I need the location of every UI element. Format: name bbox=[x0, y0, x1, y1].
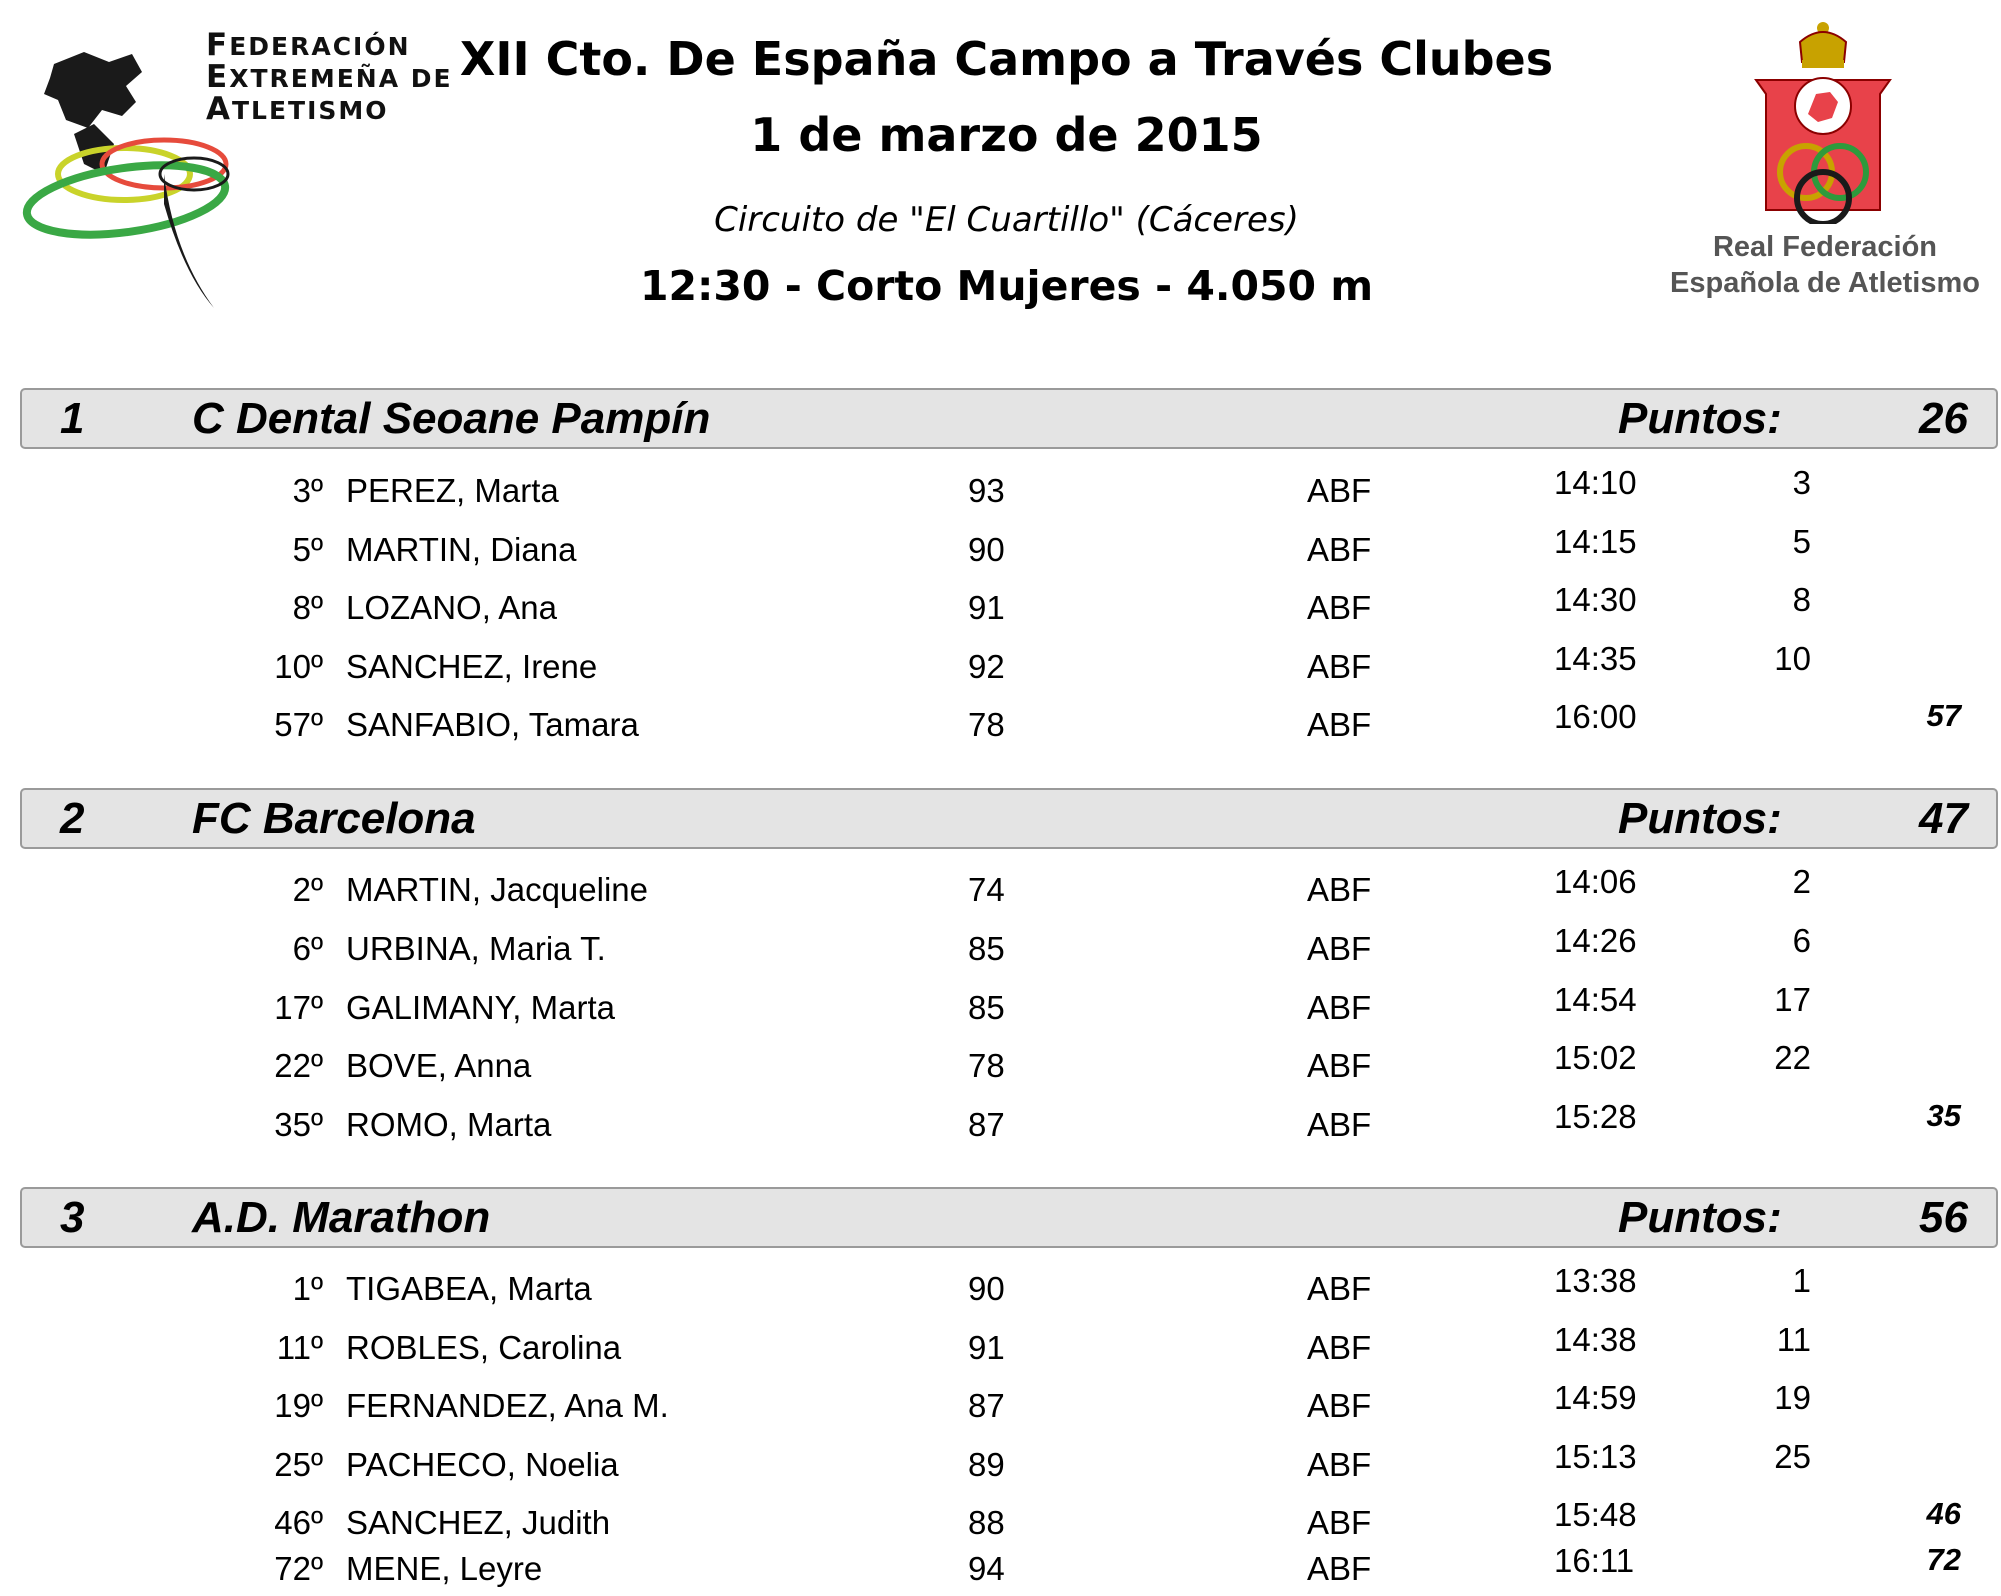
athlete-name: SANCHEZ, Irene bbox=[346, 648, 598, 685]
athlete-row bbox=[0, 521, 2001, 577]
athlete-extra-points: 46 bbox=[1926, 1496, 1961, 1531]
rfea-wordmark bbox=[1660, 229, 1990, 301]
event-date: 1 de marzo de 2015 bbox=[750, 108, 1263, 162]
fex-line2-cap: E bbox=[206, 59, 230, 95]
athlete-place: 6º bbox=[292, 930, 323, 967]
athlete-category: ABF bbox=[1307, 871, 1372, 908]
athlete-year: 94 bbox=[968, 1550, 1005, 1587]
athlete-category: ABF bbox=[1307, 1387, 1372, 1424]
athlete-points: 1 bbox=[1792, 1262, 1811, 1299]
athlete-year: 85 bbox=[968, 930, 1005, 967]
fex-line2: XTREMEÑA DE bbox=[229, 64, 453, 93]
fex-line1-cap: F bbox=[206, 27, 230, 63]
athlete-row bbox=[0, 579, 2001, 635]
athlete-points: 2 bbox=[1792, 863, 1811, 900]
athlete-place: 1º bbox=[292, 1270, 323, 1307]
athlete-category: ABF bbox=[1307, 989, 1372, 1026]
athlete-points: 17 bbox=[1774, 981, 1811, 1018]
athlete-points: 22 bbox=[1774, 1039, 1811, 1076]
athlete-name: SANFABIO, Tamara bbox=[346, 706, 639, 743]
fex-line3-cap: A bbox=[206, 91, 232, 127]
athlete-year: 90 bbox=[968, 531, 1005, 568]
athlete-year: 74 bbox=[968, 871, 1005, 908]
athlete-place: 22º bbox=[274, 1047, 323, 1084]
team-header bbox=[20, 388, 1998, 449]
athlete-time: 16:11 bbox=[1554, 1542, 1635, 1579]
athlete-place: 11º bbox=[276, 1329, 323, 1366]
athlete-row bbox=[0, 1260, 2001, 1316]
athlete-time: 15:13 bbox=[1554, 1438, 1637, 1475]
athlete-time: 14:35 bbox=[1554, 640, 1637, 677]
athlete-year: 90 bbox=[968, 1270, 1005, 1307]
athlete-name: FERNANDEZ, Ana M. bbox=[346, 1387, 669, 1424]
athlete-row bbox=[0, 462, 2001, 518]
athlete-year: 91 bbox=[968, 1329, 1005, 1366]
team-points: 26 bbox=[1919, 394, 1968, 443]
athlete-category: ABF bbox=[1307, 930, 1372, 967]
athlete-points: 6 bbox=[1792, 922, 1811, 959]
athlete-points: 10 bbox=[1774, 640, 1811, 677]
athlete-row bbox=[0, 1096, 2001, 1152]
athlete-name: MARTIN, Jacqueline bbox=[346, 871, 649, 908]
athlete-row bbox=[0, 638, 2001, 694]
athlete-year: 87 bbox=[968, 1106, 1005, 1143]
athlete-place: 35º bbox=[274, 1106, 323, 1143]
fex-line3: TLETISMO bbox=[232, 96, 389, 125]
athlete-name: URBINA, Maria T. bbox=[346, 930, 606, 967]
athlete-time: 16:00 bbox=[1554, 698, 1637, 735]
athlete-row bbox=[0, 1377, 2001, 1433]
athlete-year: 78 bbox=[968, 706, 1005, 743]
athlete-time: 14:10 bbox=[1554, 464, 1637, 501]
athlete-time: 13:38 bbox=[1554, 1262, 1637, 1299]
team-points: 56 bbox=[1919, 1193, 1968, 1242]
athlete-year: 93 bbox=[968, 472, 1005, 509]
athlete-name: ROBLES, Carolina bbox=[346, 1329, 622, 1366]
athlete-time: 14:30 bbox=[1554, 581, 1637, 618]
athlete-row bbox=[0, 920, 2001, 976]
athlete-points: 19 bbox=[1774, 1379, 1811, 1416]
team-points: 47 bbox=[1919, 794, 1968, 843]
page-title: XII Cto. De España Campo a Través Clubes bbox=[459, 32, 1554, 86]
athlete-category: ABF bbox=[1307, 472, 1372, 509]
athlete-time: 14:59 bbox=[1554, 1379, 1637, 1416]
athlete-place: 46º bbox=[274, 1504, 323, 1541]
race-heading: 12:30 - Corto Mujeres - 4.050 m bbox=[639, 262, 1374, 310]
athlete-name: GALIMANY, Marta bbox=[346, 989, 615, 1026]
athlete-points: 3 bbox=[1792, 464, 1811, 501]
team-position: 3 bbox=[60, 1193, 85, 1242]
athlete-name: SANCHEZ, Judith bbox=[346, 1504, 611, 1541]
athlete-name: MARTIN, Diana bbox=[346, 531, 577, 568]
athlete-year: 91 bbox=[968, 589, 1005, 626]
athlete-category: ABF bbox=[1307, 589, 1372, 626]
team-header bbox=[20, 788, 1998, 849]
athlete-name: TIGABEA, Marta bbox=[346, 1270, 592, 1307]
athlete-year: 87 bbox=[968, 1387, 1005, 1424]
athlete-place: 25º bbox=[274, 1446, 323, 1483]
athlete-category: ABF bbox=[1307, 648, 1372, 685]
athlete-year: 88 bbox=[968, 1504, 1005, 1541]
athlete-time: 14:15 bbox=[1554, 523, 1637, 560]
athlete-category: ABF bbox=[1307, 1550, 1372, 1587]
athlete-category: ABF bbox=[1307, 1270, 1372, 1307]
rfea-line1: Real Federación bbox=[1712, 231, 1938, 263]
team-name: FC Barcelona bbox=[192, 794, 476, 843]
athlete-time: 15:48 bbox=[1554, 1496, 1637, 1533]
athlete-name: BOVE, Anna bbox=[346, 1047, 532, 1084]
athlete-row bbox=[0, 1037, 2001, 1093]
athlete-points: 25 bbox=[1774, 1438, 1811, 1475]
rfea-line2: Española de Atletismo bbox=[1670, 267, 1980, 299]
athlete-category: ABF bbox=[1307, 1047, 1372, 1084]
athlete-place: 3º bbox=[292, 472, 323, 509]
athlete-row bbox=[0, 696, 2001, 752]
athlete-place: 8º bbox=[292, 589, 323, 626]
team-points-label: Puntos: bbox=[1618, 1193, 1782, 1242]
athlete-year: 78 bbox=[968, 1047, 1005, 1084]
rfea-crest-logo bbox=[1748, 14, 1898, 224]
athlete-year: 85 bbox=[968, 989, 1005, 1026]
athlete-name: MENE, Leyre bbox=[346, 1550, 543, 1587]
athlete-time: 14:54 bbox=[1554, 981, 1637, 1018]
athlete-extra-points: 72 bbox=[1926, 1542, 1961, 1577]
athlete-place: 57º bbox=[274, 706, 323, 743]
athlete-points: 5 bbox=[1792, 523, 1811, 560]
athlete-name: PEREZ, Marta bbox=[346, 472, 559, 509]
team-points-label: Puntos: bbox=[1618, 394, 1782, 443]
athlete-name: ROMO, Marta bbox=[346, 1106, 552, 1143]
athlete-category: ABF bbox=[1307, 1329, 1372, 1366]
team-points-label: Puntos: bbox=[1618, 794, 1782, 843]
athlete-year: 89 bbox=[968, 1446, 1005, 1483]
athlete-points: 8 bbox=[1792, 581, 1811, 618]
athlete-extra-points: 35 bbox=[1926, 1098, 1961, 1133]
athlete-place: 10º bbox=[274, 648, 323, 685]
athlete-place: 2º bbox=[292, 871, 323, 908]
athlete-row bbox=[0, 979, 2001, 1035]
athlete-time: 15:02 bbox=[1554, 1039, 1637, 1076]
athlete-time: 14:06 bbox=[1554, 863, 1637, 900]
team-position: 1 bbox=[60, 394, 85, 443]
athlete-place: 72º bbox=[274, 1550, 323, 1587]
athlete-time: 15:28 bbox=[1554, 1098, 1637, 1135]
team-name: A.D. Marathon bbox=[192, 1193, 491, 1242]
athlete-year: 92 bbox=[968, 648, 1005, 685]
athlete-category: ABF bbox=[1307, 531, 1372, 568]
athlete-row bbox=[0, 1436, 2001, 1492]
athlete-category: ABF bbox=[1307, 1504, 1372, 1541]
athlete-name: LOZANO, Ana bbox=[346, 589, 557, 626]
athlete-time: 14:38 bbox=[1554, 1321, 1637, 1358]
athlete-time: 14:26 bbox=[1554, 922, 1637, 959]
athlete-row bbox=[0, 1540, 2001, 1596]
athlete-place: 19º bbox=[274, 1387, 323, 1424]
athlete-place: 5º bbox=[292, 531, 323, 568]
team-position: 2 bbox=[60, 794, 85, 843]
athlete-category: ABF bbox=[1307, 706, 1372, 743]
athlete-row bbox=[0, 861, 2001, 917]
team-header bbox=[20, 1187, 1998, 1248]
athlete-name: PACHECO, Noelia bbox=[346, 1446, 619, 1483]
athlete-extra-points: 57 bbox=[1926, 698, 1961, 733]
team-name: C Dental Seoane Pampín bbox=[192, 394, 711, 443]
athlete-category: ABF bbox=[1307, 1106, 1372, 1143]
athlete-place: 17º bbox=[274, 989, 323, 1026]
athlete-category: ABF bbox=[1307, 1446, 1372, 1483]
venue-subtitle: Circuito de "El Cuartillo" (Cáceres) bbox=[714, 200, 1299, 240]
fex-line1: EDERACIÓN bbox=[229, 32, 411, 61]
athlete-points: 11 bbox=[1776, 1321, 1811, 1358]
athlete-row bbox=[0, 1319, 2001, 1375]
